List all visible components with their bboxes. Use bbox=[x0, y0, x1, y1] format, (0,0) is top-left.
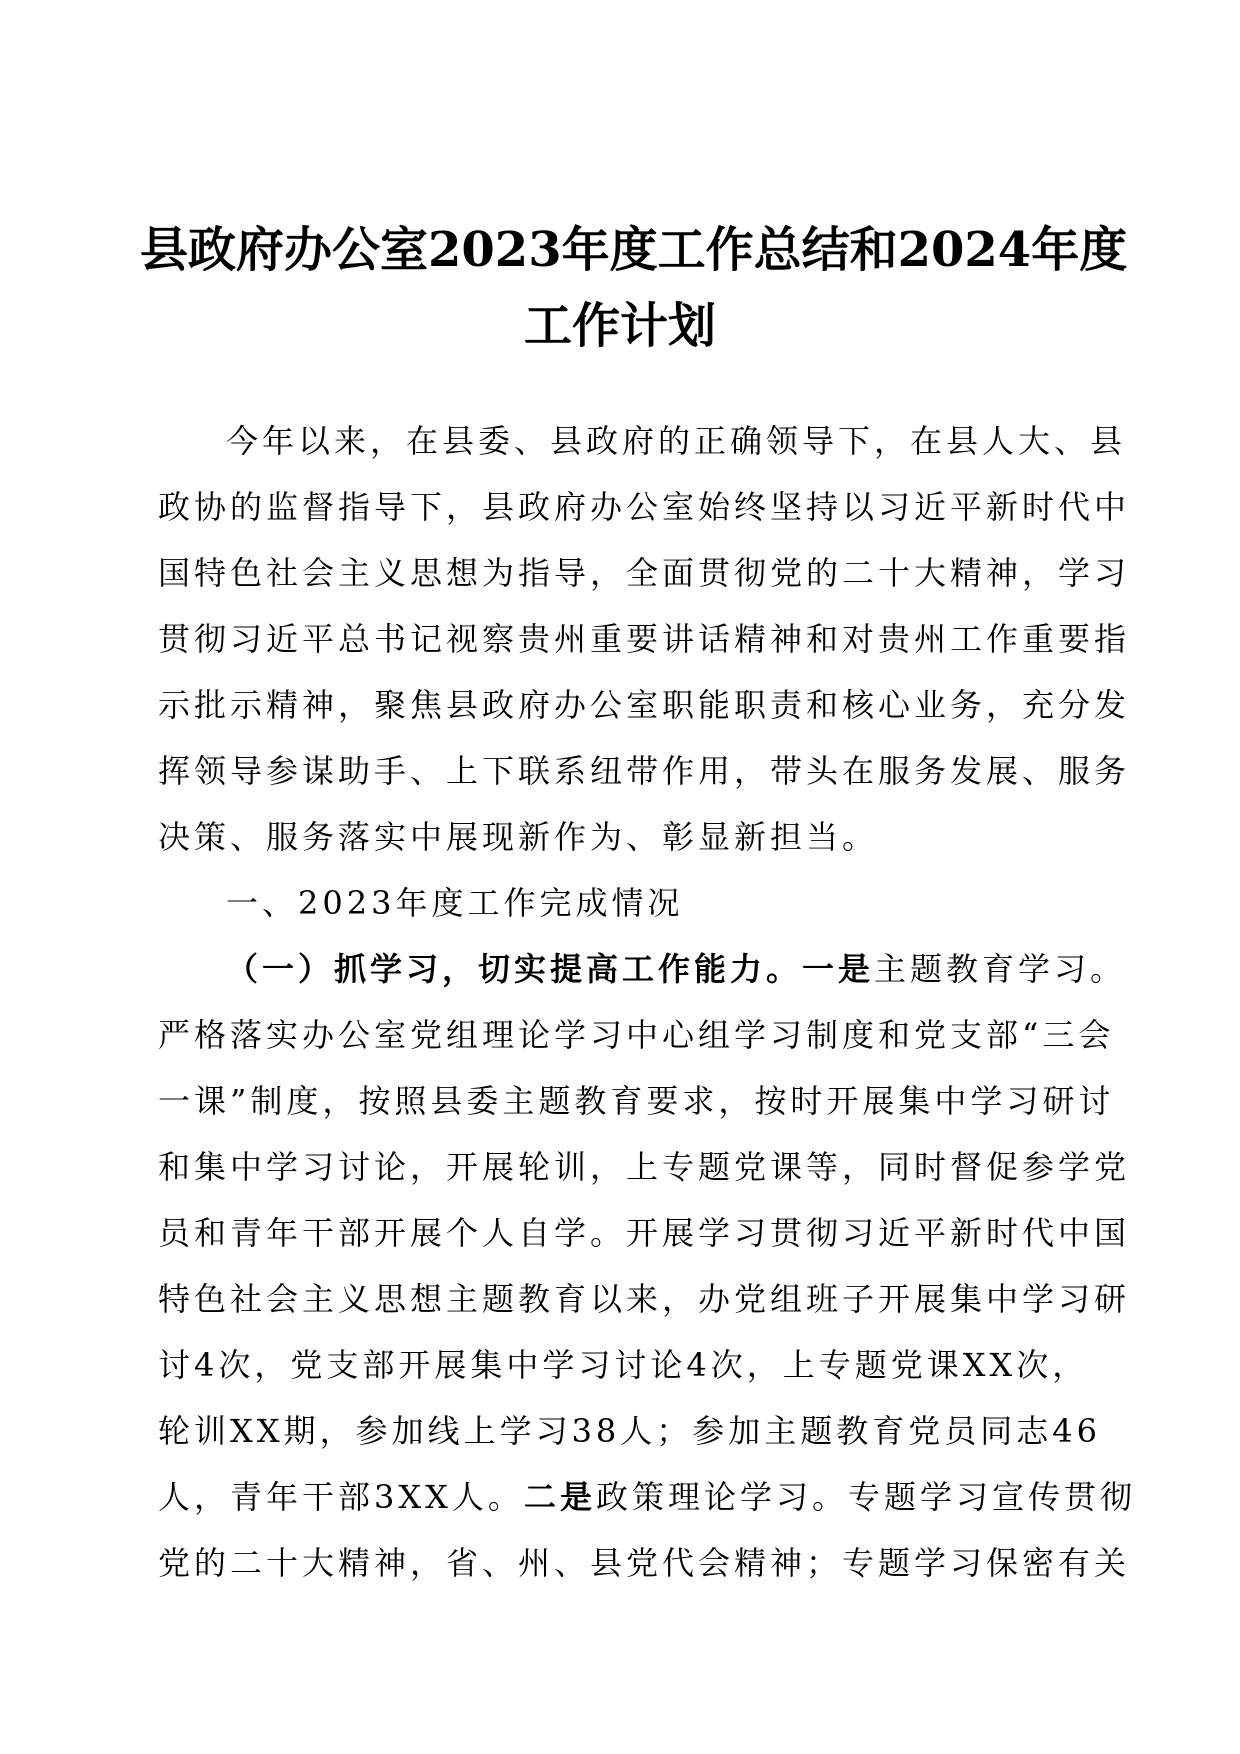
title-line-2: 工作计划 bbox=[523, 298, 716, 354]
paragraph-text: 人，青年干部3XX人。 bbox=[158, 1478, 524, 1516]
paragraph-line: 和集中学习讨论，开展轮训，上专题党课等，同时督促参学党 bbox=[158, 1148, 1131, 1186]
paragraph-line bbox=[158, 1464, 1136, 1530]
paragraph-line: 党的二十大精神，省、州、县党代会精神；专题学习保密有关 bbox=[158, 1544, 1131, 1582]
subsection-heading-rest: 主题教育学习。 bbox=[874, 950, 1127, 988]
paragraph-text: 政策理论学习。专题学习宣传贯彻 bbox=[595, 1478, 1136, 1516]
intro-line: 今年以来，在县委、县政府的正确领导下，在县人大、县 bbox=[226, 422, 1127, 460]
intro-line: 国特色社会主义思想为指导，全面贯彻党的二十大精神，学习 bbox=[158, 554, 1131, 592]
paragraph-bold: 二是 bbox=[523, 1478, 596, 1516]
section-heading: 一、2023年度工作完成情况 bbox=[226, 884, 684, 922]
subsection-heading-bold: （一）抓学习，切实提高工作能力。一是 bbox=[226, 950, 875, 988]
document-body bbox=[158, 408, 1136, 1596]
paragraph-line: 特色社会主义思想主题教育以来，办党组班子开展集中学习研 bbox=[158, 1280, 1131, 1318]
paragraph-line: 一课”制度，按照县委主题教育要求，按时开展集中学习研讨 bbox=[158, 1082, 1115, 1120]
title-line-1: 县政府办公室2023年度工作总结和2024年度 bbox=[140, 222, 1128, 278]
intro-line: 挥领导参谋助手、上下联系纽带作用，带头在服务发展、服务 bbox=[158, 752, 1131, 790]
paragraph-line: 严格落实办公室党组理论学习中心组学习制度和党支部“三会 bbox=[158, 1016, 1115, 1054]
paragraph-line: 讨4次，党支部开展集中学习讨论4次，上专题党课XX次， bbox=[158, 1346, 1089, 1384]
intro-line: 决策、服务落实中展现新作为、彰显新担当。 bbox=[158, 818, 879, 856]
paragraph-line: 轮训XX期，参加线上学习38人；参加主题教育党员同志46 bbox=[158, 1412, 1102, 1450]
intro-line: 示批示精神，聚焦县政府办公室职能职责和核心业务，充分发 bbox=[158, 686, 1131, 724]
subsection-line bbox=[158, 936, 1127, 1002]
intro-line: 贯彻习近平总书记视察贵州重要讲话精神和对贵州工作重要指 bbox=[158, 620, 1131, 658]
document-title bbox=[140, 212, 1128, 364]
paragraph-line: 员和青年干部开展个人自学。开展学习贯彻习近平新时代中国 bbox=[158, 1214, 1131, 1252]
intro-line: 政协的监督指导下，县政府办公室始终坚持以习近平新时代中 bbox=[158, 488, 1131, 526]
